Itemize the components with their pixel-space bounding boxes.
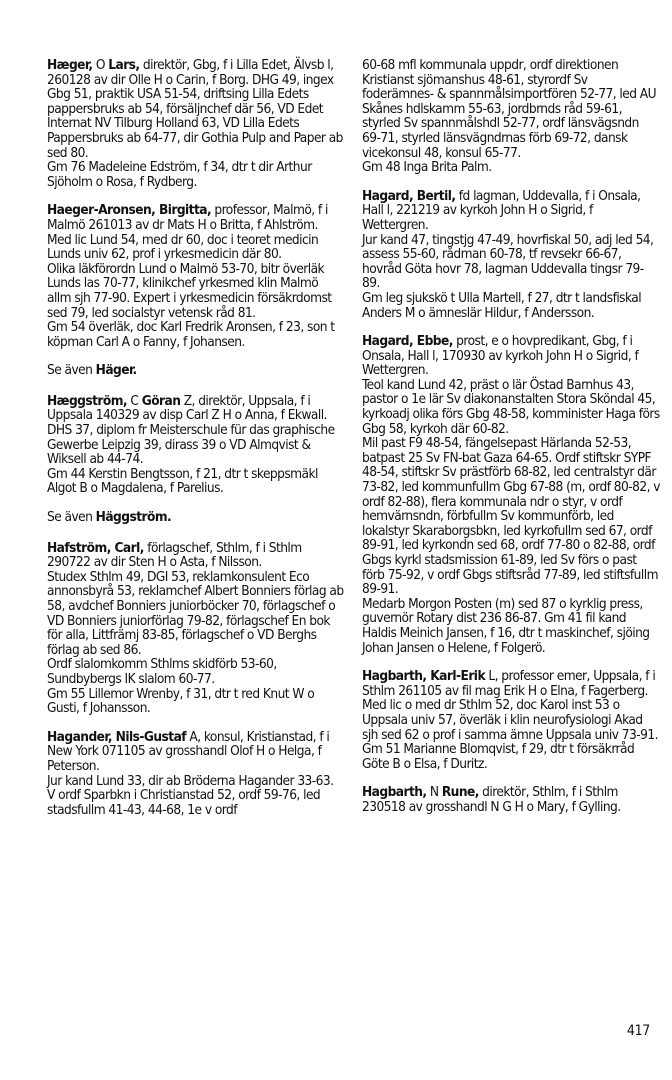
entry-text: prost, e o hovpredikant, Gbg, f i Onsala, Hall l, 170930 av kyrkoh John H o Sigrid, f Wettergren. bbox=[362, 333, 639, 379]
biography-entry bbox=[47, 541, 345, 716]
entry-callname: Lars, bbox=[108, 57, 140, 73]
entry-headword: Hafström, Carl, bbox=[47, 539, 144, 556]
see-also-reference bbox=[47, 363, 345, 378]
entry-callname: Göran bbox=[141, 392, 181, 409]
entry-text: Gm 48 Inga Brita Palm. bbox=[362, 159, 492, 176]
entry-paragraph bbox=[47, 570, 345, 658]
entry-paragraph bbox=[362, 233, 660, 291]
entry-initials: N bbox=[426, 784, 442, 801]
entry-first-paragraph bbox=[47, 58, 345, 160]
entry-initials: A, bbox=[186, 728, 204, 745]
page-number: 417 bbox=[626, 1023, 650, 1039]
entry-paragraph bbox=[47, 774, 345, 789]
see-also-reference bbox=[47, 510, 345, 525]
entry-paragraph bbox=[47, 320, 345, 349]
entry-headword: Hæggström, bbox=[47, 392, 128, 409]
entry-callname: Rune, bbox=[441, 784, 479, 801]
entry-text: konsul, Kristianstad, f i New York 071105 av grosshandl Olof H o Helga, f Peterson. bbox=[47, 728, 330, 774]
entry-text: Medarb Morgon Posten (m) sed 87 o kyrklig press, guvernör Rotary dist 236 86-87. Gm 41 fil kand Haldis Meinich Jansen, f 16, dtr t maskinchef, sjöing Johan Jansen o Helene, f Folgerö. bbox=[362, 595, 650, 656]
entry-first-paragraph bbox=[362, 334, 660, 378]
entry-paragraph bbox=[47, 788, 345, 817]
entry-text: V ordf Sparbkn i Christianstad 52, ordf 59-76, led stadsfullm 41-43, 44-68, 1e v ordf bbox=[47, 787, 321, 818]
entry-headword: Hagbarth, bbox=[362, 784, 427, 801]
entry-text: DHS 37, diplom fr Meisterschule für das graphische Gewerbe Leipzig 39, dirass 39 o VD Almqvist & Wiksell ab 44-74. bbox=[47, 422, 335, 468]
see-also-label: Se även bbox=[47, 362, 96, 379]
entry-text: Med lic Lund 54, med dr 60, doc i teoret medicin Lunds univ 62, prof i yrkesmedicin där 80. bbox=[47, 231, 319, 263]
see-also-label: Se även bbox=[47, 509, 96, 526]
entry-paragraph bbox=[47, 687, 345, 716]
entry-text: Gm leg sjukskö t Ulla Martell, f 27, dtr t landsfiskal Anders M o ämneslär Hildur, f Andersson. bbox=[362, 289, 642, 321]
entry-paragraph bbox=[47, 262, 345, 320]
entry-first-paragraph bbox=[362, 58, 660, 160]
entry-text: Med lic o med dr Sthlm 52, doc Karol inst 53 o Uppsala univ 57, överläk i klin neurofysiologi Akad sjh sed 62 o prof i samma ämne Uppsala univ 73-91. bbox=[362, 697, 658, 743]
entry-text: Teol kand Lund 42, präst o lär Östad Barnhus 43, pastor o 1e lär Sv diakonanstalten Stora Sköndal 45, kyrkoadj olika förs Gbg 48-58, komminister Haga förs Gbg 58, kyrkoh där 60-82. bbox=[362, 376, 660, 437]
entry-paragraph bbox=[47, 233, 345, 262]
left-column bbox=[47, 58, 345, 831]
entry-text: professor emer, Uppsala, f i Sthlm 261105 av fil mag Erik H o Elna, f Fagerberg. bbox=[362, 668, 656, 699]
entry-text: Gm 76 Madeleine Edström, f 34, dtr t dir Arthur Sjöholm o Rosa, f Rydberg. bbox=[47, 159, 312, 190]
entry-paragraph bbox=[47, 160, 345, 189]
entry-paragraph bbox=[362, 291, 660, 320]
see-also-target: Häger. bbox=[95, 362, 137, 379]
entry-headword: Hagard, Ebbe, bbox=[362, 333, 453, 350]
biography-entry bbox=[362, 669, 660, 771]
biography-entry bbox=[362, 785, 660, 814]
entry-headword: Hagander, Nils-Gustaf bbox=[47, 728, 187, 745]
entry-initials: L, bbox=[485, 668, 502, 685]
biography-entry bbox=[47, 730, 345, 818]
entry-first-paragraph bbox=[47, 730, 345, 774]
entry-paragraph bbox=[362, 160, 660, 175]
entry-paragraph bbox=[47, 657, 345, 686]
entry-first-paragraph bbox=[47, 541, 345, 570]
entry-text: Ordf slalomkomm Sthlms skidförb 53-60, Sundbybergs IK slalom 60-77. bbox=[47, 656, 277, 687]
entry-paragraph bbox=[362, 698, 660, 742]
entry-text: Gm 55 Lillemor Wrenby, f 31, dtr t red Knut W o Gusti, f Johansson. bbox=[47, 685, 315, 717]
entry-text: Gm 54 överläk, doc Karl Fredrik Aronsen, f 23, son t köpman Carl A o Fanny, f Johansen. bbox=[47, 319, 335, 350]
entry-text: fd lagman, Uddevalla, f i Onsala, Hall l, 221219 av kyrkoh John H o Sigrid, f Wettergren. bbox=[362, 187, 641, 233]
entry-headword: Hæger, bbox=[47, 57, 93, 73]
entry-headword: Hagard, Bertil, bbox=[362, 187, 456, 204]
entry-continuation bbox=[362, 58, 660, 175]
entry-text: Jur kand 47, tingstjg 47-49, hovrfiskal 50, adj led 54, assess 55-60, rådman 60-78, tf revsekr 66-67, hovråd Göta hovr 78, lagman Uddevalla tingsr 79-89. bbox=[362, 231, 654, 292]
entry-first-paragraph bbox=[362, 189, 660, 233]
entry-first-paragraph bbox=[47, 203, 345, 232]
entry-text: Gm 51 Marianne Blomqvist, f 29, dtr t försäkrråd Göte B o Elsa, f Duritz. bbox=[362, 741, 635, 772]
entry-paragraph bbox=[47, 423, 345, 467]
entry-paragraph bbox=[362, 597, 660, 655]
entry-text: Jur kand Lund 33, dir ab Bröderna Hagander 33-63. bbox=[47, 772, 334, 789]
entry-text: Mil past F9 48-54, fängelsepast Härlanda 52-53, batpast 25 Sv FN-bat Gaza 64-65. Ordf stiftskr SYPF 48-54, stiftskr Sv prästförb 68-82, led centralstyr där 73-82, led kommunfullm Gbg 67-88 (m, ordf 80-82, v ordf 82-88), flera kommunala ndr o styr, v ordf hemvärnsndn, förbfullm Sv kommunförb, led lokalstyr Skaraborgsbkn, led kyrkofullm sed 67, ordf 89-91, led kyrkondn sed 68, ordf 77-80 o 82-88, ordf Gbgs kyrkl stadsmission 61-89, led Sv förs o past förb 75-92, v ordf Gbgs stiftsråd 77-89, led stiftsfullm 89-91. bbox=[362, 435, 660, 598]
entry-text: Z, direktör, Uppsala, f i Uppsala 140329 av disp Carl Z H o Anna, f Ekwall. bbox=[47, 392, 327, 424]
entry-paragraph bbox=[362, 436, 660, 597]
entry-paragraph bbox=[362, 378, 660, 436]
entry-text: förlagschef, Sthlm, f i Sthlm 290722 av dir Sten H o Asta, f Nilsson. bbox=[47, 539, 302, 571]
entry-headword: Hagbarth, Karl-Erik bbox=[362, 668, 486, 685]
entry-paragraph bbox=[362, 742, 660, 771]
entry-text: professor, Malmö, f i Malmö 261013 av dr Mats H o Britta, f Ahlström. bbox=[47, 202, 328, 233]
entry-text: direktör, Gbg, f i Lilla Edet, Älvsb l, 260128 av dir Olle H o Carin, f Borg. DHG 49, ingex Gbg 51, praktik USA 51-54, driftsing Lilla Edets pappersbruks ab 54, försäljnchef där 56, VD Edet Internat NV Tilburg Holland 63, VD Lilla Edets Pappersbruks ab 64-77, dir Gothia Pulp and Paper ab sed 80. bbox=[47, 57, 343, 161]
biography-entry bbox=[362, 334, 660, 655]
entry-headword: Haeger-Aronsen, Birgitta, bbox=[47, 202, 212, 219]
entry-paragraph bbox=[47, 467, 345, 496]
entry-text: 60-68 mfl kommunala uppdr, ordf direktionen Kristianst sjömanshus 48-61, styrordf Sv foderämnes- & spannmålsimportfören 52-77, led AU Skånes hdlskamm 55-63, jordbrnds råd 59-61, styrled Sv spannmålshdl 52-77, ordf länsvägsndn 69-71, styrled länsvägndrnas förb 69-72, dansk vicekonsul 48, konsul 65-77. bbox=[362, 57, 657, 161]
entry-text: Gm 44 Kerstin Bengtsson, f 21, dtr t skeppsmäkl Algot B o Magdalena, f Parelius. bbox=[47, 465, 318, 497]
see-also-target: Häggström. bbox=[95, 509, 172, 526]
entry-initials: O bbox=[92, 57, 109, 73]
entry-initials: C bbox=[127, 392, 142, 409]
entry-text: Olika läkförordn Lund o Malmö 53-70, bitr överläk Lunds las 70-77, klinikchef yrkesmed klin Malmö allm sjh 77-90. Expert i yrkesmedicin försäkrdomst sed 79, led socialstyr vetensk råd 81. bbox=[47, 260, 332, 321]
entry-first-paragraph bbox=[362, 785, 660, 814]
entry-text: Studex Sthlm 49, DGI 53, reklamkonsulent Eco annonsbyrå 53, reklamchef Albert Bonniers förlag ab 58, avdchef Bonniers juniorböcker 70, förlagschef o VD Bonniers juniorförlag 79-82, förlagschef En bok för alla, Littfrämj 83-85, förlagschef o VD Berghs förlag ab sed 86. bbox=[47, 568, 344, 658]
biography-entry bbox=[362, 189, 660, 320]
entry-first-paragraph bbox=[47, 394, 345, 423]
biography-entry bbox=[47, 394, 345, 496]
entry-first-paragraph bbox=[362, 669, 660, 698]
biography-entry bbox=[47, 203, 345, 349]
biography-entry bbox=[47, 58, 345, 189]
right-column bbox=[362, 58, 660, 829]
entry-text: direktör, Sthlm, f i Sthlm 230518 av grosshandl N G H o Mary, f Gylling. bbox=[362, 784, 621, 815]
